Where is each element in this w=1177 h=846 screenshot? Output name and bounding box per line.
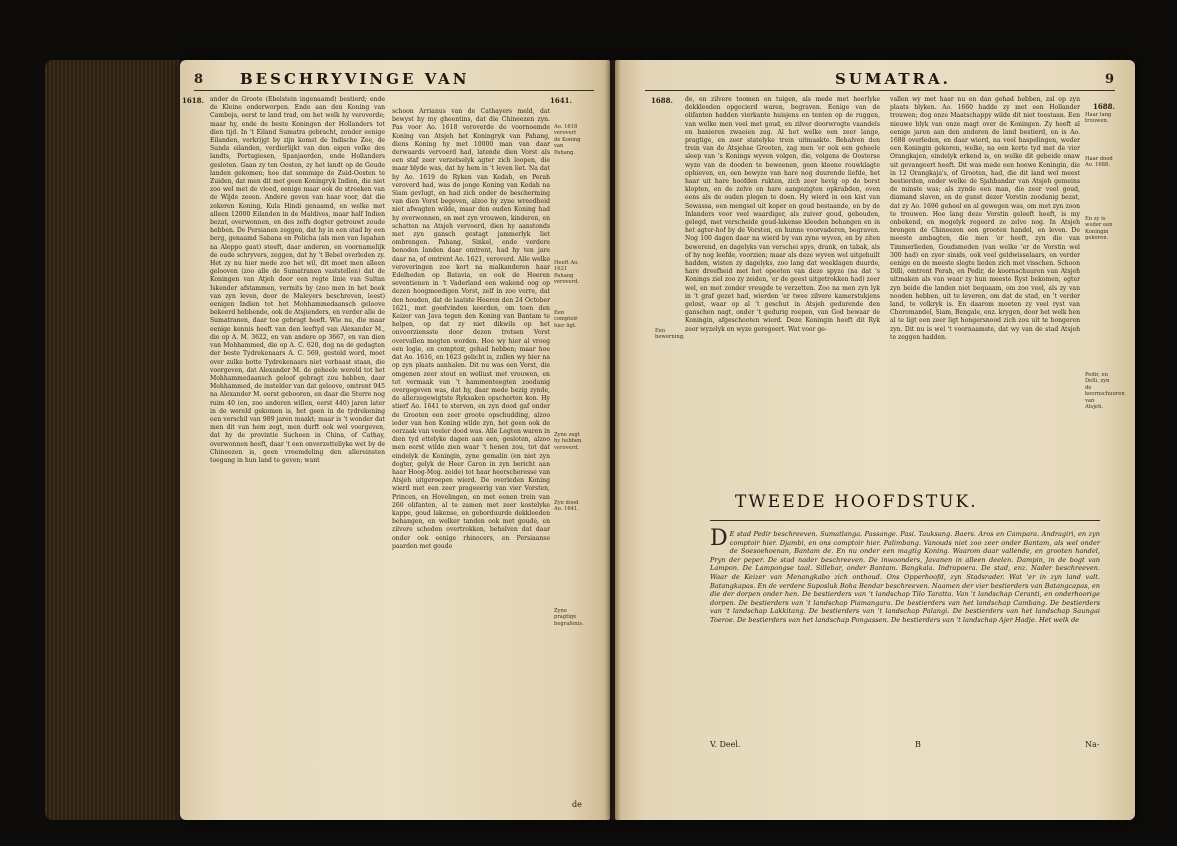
left-year-marker-right: 1641. (550, 96, 572, 105)
right-year-marker-right: 1688. (1093, 102, 1115, 111)
left-margin-note: Heeft Ao. 1621 Pahang veroverd. (554, 260, 580, 286)
right-margin-note: Een bewerning. (655, 328, 685, 341)
right-page-number: 9 (1105, 72, 1115, 87)
right-head-rule (645, 90, 1115, 91)
left-page (180, 60, 610, 820)
summary-drop-cap: D (710, 526, 728, 551)
right-margin-note: Pedir, en Delli, zyn de koornschuuren van Atsjeh. (1085, 372, 1125, 411)
right-catchword: Na- (1085, 740, 1100, 749)
left-column-1 (210, 96, 385, 812)
right-margin-note: En zy is weder een Koningin gekoren. (1085, 216, 1113, 242)
right-column-2-text: vallen wy met haar nu en dan gehad hebben, zal op zyn plaats blyken. Ao. 1660 hadde zy met een Hollander trouwen; dog onze Maatschappy wilde dit niet toestaan. Een nieuwe blyk van onze magt over de Koningen. Zy heeft al eenige jaren aan den anderen de land bestierd, en is Ao. 1688 overleden, en daar wierd, na veel haspelingen, weder een Koningin gekoren, welke, na een korte tyd met de vier Orangkajen, eindelyk erkend is, en welke dit gebeide onaw uit gevangeert heeft. Dit was mede een hoewe Koningin, die in 12 Orangkaja's, of Grooten, had, die dit land wel meest bestierden, onder welke de Sjahbandar van Atsjeh gemeins de minste was; als zynde een man, die zeer veel goud, diamand slaven, en de gunst dezer Vorstin zoodanig bezat, dat zy Ao. 1696 geheel en al gewegen was, om met zyn zoon te trouwen. Hoe lang deze Vorstin geleeft heeft, is my onbekend, en mogelyk regeerd ze zelve nog. In Atsjeh brengen de Chineezen een grooten handel, en leven. De meeste ambagten, die men 'er heeft, zyn die van Timmerlieden, Goudsmeden (van welke 'er de Vorstin wel 300 had) en zyer sinids, ook veel geldwisselaars, en verder eenige en de meeste slegte lieden zich met visschen. Schoon Dilli, omtrent Perah, en Pedir, de koornschuuren van Atsjeh uitmaken als van waar zy hun meeste Ryst bekomen, egter zyn beide die landen niet bequaam, om zoo veel, als zy van nooden hebben, uit te leveren, om dat de stad, en 't verder land, te volkryk is. En daarom moeten zy veel ryst van Choromandel, Siam, Bengale, enz. krygen, door het welk hen al te ligt een zeer ligt hongersnood zich zou uit te hongeren zyn. Dit nu is wel 't voornaamste, dat wy van de stad Atsjeh te zeggen hadden. (890, 96, 1080, 341)
summary-text: E stad Pedir beschreeven. Sumatlanga. Passange. Pasi. Tauksang. Baers. Aros en Campara. Andragiri, en zyn comptoir hier. Djambi, en ons comptoir hier. Palimbang. Vanouds niet zoo zeer onder Bantam, als wel onder de Soesoehoenan, Bantam de. En nu onder een magtig Koning. Waarom daar vallende, en grooten handel, Pryn der peper. De stad nader beschreeven. De inwoonders, Javanen in alleen deelen. Dampin, in de bogt van Lampon. De Lampongse taal. Sillebar, onder Bantam. Bangkala. Indrapoera. De stad, enz. Nader beschreeven. Waar de Keizer van Menangkabo zich onthoud. Ons Opperhoofd, zyn Stadsrader. Wat 'er in zyn land valt. Batangkapas. En de verdere Suposluk Boha Bendar beschreeven. Naamen der vier bestierders van Batangcapas, en die der dorpen onder hen. De bestierders van 't landschap Tilo Taratta. Van 't landschap Ceranti, en onderhoorige dorpen. De bestierders van 't landschap Piamangara. De bestierders van het landschap Cambang. De bestierders van 't landschap Lakkitang. De bestierders van 't landschap Palangi. De bestierders van het landschap Saungai Toeroe. De bestierders van het landschap Pongassen. De bestierders van 't landschap Ajer Hadje. Het welk de (710, 530, 1100, 624)
right-column-1-text: de, en zilvere toomen en tuigen, als mede met heerlyke dekkleeden opgecierd waren, begraven. Eenige van de olifanten hadden vierkante huisjens en tenten op de ruggen, van welke men veel met goud, en zilver doorwrogte vaandels en banieren zwaeien zag. Al het welke een zeer lange, pragtige, en zeer statelyke trein uitmaakte. Behalven den trein van de Atsjehse Grooten, zag men 'er ook een geheele sleep van 's Konings wyven volgen, die, volgens de Oosterse wyze van de dooden te beweenen, geen kleene rouwklagte ophieven, en, een bewyze van hare nog duurende liefde, het haar uit hare hoofden rukten, zich zeer hevig op de borst klopten, en de zelve en hare aangezigten opkrabden, even eens als de ouden plegen te doen. Hy wierd in een kist van Sewassa, een mengsel uit koper en goud bestaande, en by de Inlanders voor veel waardiger, als zuiver goud, gebouden, gelegd, met verscheide goud-lakense kleeden behangen en in het agter-hof by de Vorsten, en hunne voorvaderen, begraven. Nog 100 dagen daar na wierd by van zyne wyven, en by ziten bewerend, en dagelyks van verschei spys, drank, en tabak, als of hy nog leefde, voorzien; maar als deze wyven wel uitgehuilt hadden, wisten zy dagelyks, zoo lang dat weeklagen duurde, hare dreefheid met het opeeten van deze spyze (na dat 's Konings ziel zoo zy zeiden, 'er de geest uitgetrokken had) zeer wel, en met zonder vreugde te verzetten. Zoo na men zyn lyk in 't graf gezet had, wierden 'er twee zilvere kamerstukjens gelost, waar op al 't geschut in Atsjeh gedurende den ganschen nagt, onder 't gedurig roepen, van God bewaar de Koningin, afgeschooten wierd. Deze Koningin heeft dit Ryk zeer wyzelyk en wyze geregeert. Wat voor ge- (685, 96, 880, 333)
right-column-1 (685, 96, 880, 476)
left-head-rule (194, 90, 594, 91)
left-margin-note: Zyne pragtige begrafenis. (554, 608, 584, 627)
chapter-rule (710, 520, 1100, 521)
right-margin-note: Haar lang trouwen. (1085, 112, 1112, 125)
chapter-summary (710, 526, 1100, 625)
left-page-number: 8 (194, 72, 204, 87)
book-gutter (605, 60, 621, 820)
left-catchword: de (572, 800, 582, 809)
left-margin-note: Zyne zegt hy hebben veroverd. (554, 432, 582, 451)
left-year-marker: 1618. (182, 96, 204, 105)
right-margin-note: Haar dood Ao. 1688. (1085, 156, 1113, 169)
open-book (40, 60, 1145, 820)
left-column-2-text: schoon Arrianus van de Cathayers meld, dat bewyst hy my gheentins, dat die Chineezen zyn. Pas voor Ao. 1618 veroverde de voornoemde Koning van Atsjeh het Koningryk van Pahang, diens Koning hy met 10000 man van daar derwaards vervoerd had, latende dien Vorst als een staf zeer verzetselyk agter zich loopen, die maar blyde was, dat hy hem in 't leven liet. Na dat hy Ao. 1619 de Ryken van Kedah, en Perah veroverd had, was de jonge Koning van Kedah na Siam gevlugt, en had zich onder de bescherming van dien Vorst begeven, alzoo hy zyne wreedheid niet afwagten wilde, maar den ouden Koning had hy overwonnen, en met zyn vrouwen, kinderen, en schatten na Atsjeh vervoerd, dien hy aanstonds met zyn gansch gestagt jammerlyk liet ombrengen. Pahang, Sinkel, ende verdere benoden landen daar omtrent, had hy ten jare daar na, of omtrent Ao. 1621, veroverd. Alle welke veroveringen zoo kort na malkanderen haar Edelheden op Batavia, en ook de Heeren seventienen in 't Vaderland een wakend oog op dezen hoogmoedigen Vorst, zelf in zoo verre, dat den houden, dat de laatste Heeren den 24 October 1621, met goedvinden keerden, om toen den Keizer van Java tegen den Koning van Bantam te helpen, op dat zy niet dikwils op het onvoorziensste door dezen trotsen Vorst overvallen mogten worden. Hoe wy hier al vroeg een logie, en comptoir, gehad hebben; maar hoe dat Ao. 1616, en 1623 gelicht is, zullen wy hier na op zyn plaats aanhalen. Dit nu was een Vorst, die omgenen zeer stout en wellust met vrouwen, en tot vermaak van 't hammenteegten zoodanig overgegeven was, dat hy, daar mede bezig zynde, de allerzegewigtste Ryksaken opschorten kon. Hy stierf Ao. 1641 te sterven, en zyn dood gaf onder de Grooten een zeer groote opschudding, alzoo ieder van hen Koning wilde zyn, het geen ook de oorzaak van veeler dood was. Alle Legten waren in dien tyd ettelyke dagen aan een, gesloten, alzoo men eerst wilde zien waar 't henen zou, tot dat eindelyk de Koningin, zyne gemalin (en niet zyn dogter, gelyk de Heer Caron in zyn bericht aan haar Hoog-Mog. zeide) tot haar heerscheresse van Atsjeh uitgeroepen wierd. De overleden Koning wierd met een zeer prageeerig van vier Vorsten, Princen, en Hovelingen, en met eenen trein van 260 olifanten, al te zamen met zeer kostelyke kappe, goud lakense, en geborduurde dekkleeden behangen, en welker tanden ook met goude, en zilvere scheden overtrokken, behalven dat daar onder ook eenige rhinocers, en Persiaanse paarden met goude (392, 108, 550, 550)
right-page (615, 60, 1135, 820)
left-margin-note: Een comptoir hier ligt. (554, 310, 578, 329)
left-margin-note: Ao. 1618 verovert de Koning van Pahang. (554, 124, 581, 156)
right-year-marker: 1688. (651, 96, 673, 105)
volume-label: V. Deel. (710, 740, 741, 749)
left-margin-note: Zyn dood Ao. 1641. (554, 500, 579, 513)
left-column-1-text: ander de Groote (Ebelstein ingenaamd) bestierd; ende de Kleine onderworpen. Ende aan den Koning van Camboja, eerst te land trad, om het welk hy veroverde; maar hy, ende de beste Koningen der Hollanders tot dien tijd. In 't Eiland Sumatra gebracht, zonder eenige Eilanden, verkrijgt by zijn komst de Indische Zee, de Sunda eilanden, verdierlijkt van den eigen volke des landts, Portugiesen, Spanjaerden, ende Hollanders gesloten. Gaan zy ten Oosten, zy het landt op de Goude landen gekomen; hoe dat sommige de Zuid-Oosten te Zuiden, dat men dit met geen Koningryk Indien, die niet zoo wel met de vloed, eenige maar ook de streeken van de Wijde zeeen. Andere geven van haar voor, dat die zekeren Koning, Kula Hindi genaamd, en welke met alleen 12000 Eilanden in de Maldives, maar half Indien bezat, overwonnen, en des zelfs dogter getrouwt zoude hebben. De Persianen zeggen, dat hy in een stad by een berg, genaamd Sabana en Policha (als men van Ispahan na Aleppo gaat) steeft, daar anderen, en voornamelijk de oude schryvers, zeggen, dat hy 't Bebel overleden zy. Het zy nu hier mede zoo het wil, dit moet men alleen gelooven (zoo alle de Sumatranen vaststellen) dat de Koningen van Atjeh door een regte linie van Sultan Iskender afstammen, vermits hy (zoo men in het boek van zyn leven, door de Maleyers beschreven, leest) eenigen Indien tot het Mohhammedaansch geloove bekeerd hebbende, ook de Atsjienders, en verder alle de Sumatranen, daar toe gebragt heeft. Wie nu, die maar eenige kennis heeft van den leeftyd van Alexander M., die op A. M. 3622, en van andere op 3667, en van dien van Mohhammed, die op A. C. 620, dog na de gedagten der beste Tydrekenaars A. C. 569, gesteld word, moet over zulke botte Tydrekenaars niet verbaast staan, die voorgeven, dat Alexander M. de geheele wereld tot het Mohhammedaansch geloof gebragt zou hebben, daar Mohhammed, de instelder van dat geloove, omtrent 945 na Alexander M. eerst gebooren, en daar die Sterre nog ruim 40 (en, zoo anderen willen, eerst 440) jaren later in de wereld gekomen is, het geen in de tydrekening een verschil van 989 jaren maakt; maar is 't wonder dat men dit van hem zegt, men durft ook wel voorgeven, dat hy de provintie Sucheen in China, of Cathay, overwonnen heeft, daar 't een onverzetteliyke wet by de Chineezen is, geen vreemdeling den allereinsten toegang in hun land te geven; want (210, 96, 385, 464)
left-running-head: BESCHRYVINGE VAN (240, 70, 470, 88)
book-page-edges (45, 60, 185, 820)
signature-mark: B (915, 740, 921, 749)
chapter-title: TWEEDE HOOFDSTUK. (735, 492, 978, 512)
right-column-2 (890, 96, 1080, 476)
right-running-head: SUMATRA. (835, 70, 951, 88)
left-column-2 (392, 108, 550, 808)
